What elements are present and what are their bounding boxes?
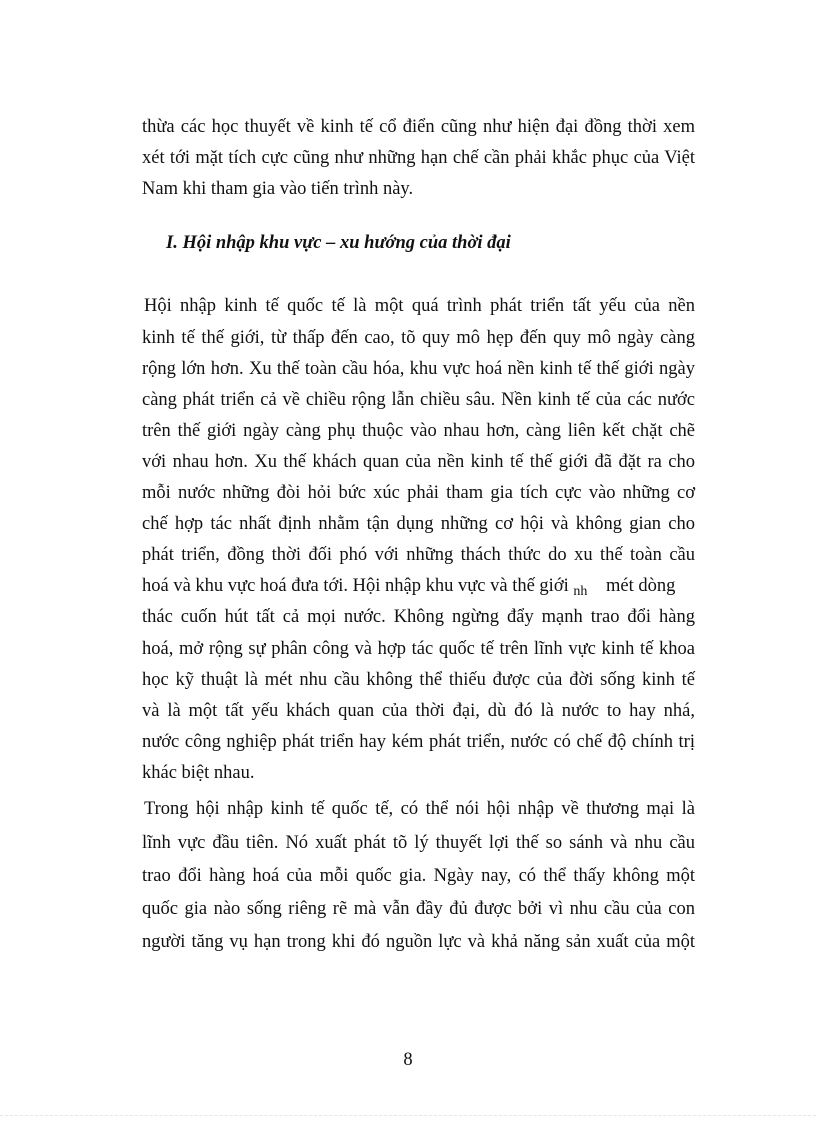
paragraph-line: thác cuốn hút tất cả mọi nước. Không ngừng đẩy mạnh trao đổi hàng (142, 607, 695, 627)
paragraph-line: càng phát triển cả về chiều rộng lẫn chiều sâu. Nền kinh tế của các nước (142, 390, 695, 410)
paragraph-line: rộng lớn hơn. Xu thế toàn cầu hóa, khu vực hoá nền kinh tế thế giới ngày (142, 359, 695, 379)
section-heading: I. Hội nhập khu vực – xu hướng của thời đại (166, 233, 511, 253)
paragraph-line: kinh tế thế giới, từ thấp đến cao, tõ quy mô hẹp đến quy mô ngày càng (142, 328, 695, 348)
paragraph-line: và là một tất yếu khách quan của thời đại, dù đó là nước to hay nhá, (142, 701, 695, 721)
paragraph-line (142, 574, 695, 604)
intro-line: Nam khi tham gia vào tiến trình này. (142, 179, 414, 199)
page-bottom-edge (0, 1115, 816, 1116)
paragraph-line: quốc gia nào sống riêng rẽ mà vẫn đầy đủ được bởi vì nhu cầu của con (142, 899, 695, 919)
paragraph-line: nước công nghiệp phát triển hay kém phát triển, nước có chế độ chính trị (142, 732, 695, 752)
subscript-fragment: nh (573, 584, 588, 599)
paragraph-text: hoá và khu vực hoá đưa tới. Hội nhập khu vực và thế giới (142, 576, 569, 596)
paragraph-line: học kỹ thuật là mét nhu cầu không thể thiếu được của đời sống kinh tế (142, 670, 695, 690)
paragraph-text: mét dòng (606, 576, 676, 596)
paragraph-line: phát triển, đồng thời đối phó với những thách thức do xu thế toàn cầu (142, 545, 695, 565)
paragraph-line: mỗi nước những đòi hỏi bức xúc phải tham gia tích cực vào những cơ (142, 483, 695, 503)
paragraph-line: lĩnh vực đầu tiên. Nó xuất phát tõ lý thuyết lợi thế so sánh và nhu cầu (142, 833, 695, 853)
paragraph-line: người tăng vụ hạn trong khi đó nguồn lực và khả năng sản xuất của một (142, 932, 695, 952)
paragraph-line: Trong hội nhập kinh tế quốc tế, có thể nói hội nhập về thương mại là (144, 799, 695, 819)
intro-line: thừa các học thuyết về kinh tế cổ điển cũng như hiện đại đồng thời xem (142, 117, 695, 137)
paragraph-line: với nhau hơn. Xu thế khách quan của nền kinh tế thế giới đã đặt ra cho (142, 452, 695, 472)
paragraph-line: trao đổi hàng hoá của mỗi quốc gia. Ngày nay, có thể thấy không một (142, 866, 695, 886)
paragraph-line: khác biệt nhau. (142, 763, 255, 783)
paragraph-line: trên thế giới ngày càng phụ thuộc vào nhau hơn, càng liên kết chặt chẽ (142, 421, 695, 441)
page-number: 8 (403, 1050, 413, 1070)
paragraph-line: hoá, mở rộng sự phân công và hợp tác quốc tế trên lĩnh vực kinh tế khoa (142, 639, 695, 659)
paragraph-line: Hội nhập kinh tế quốc tế là một quá trình phát triển tất yếu của nền (144, 296, 695, 316)
intro-line: xét tới mặt tích cực cũng như những hạn chế cần phải khắc phục của Việt (142, 148, 695, 168)
paragraph-line: chế hợp tác nhất định nhằm tận dụng những cơ hội và không gian cho (142, 514, 695, 534)
